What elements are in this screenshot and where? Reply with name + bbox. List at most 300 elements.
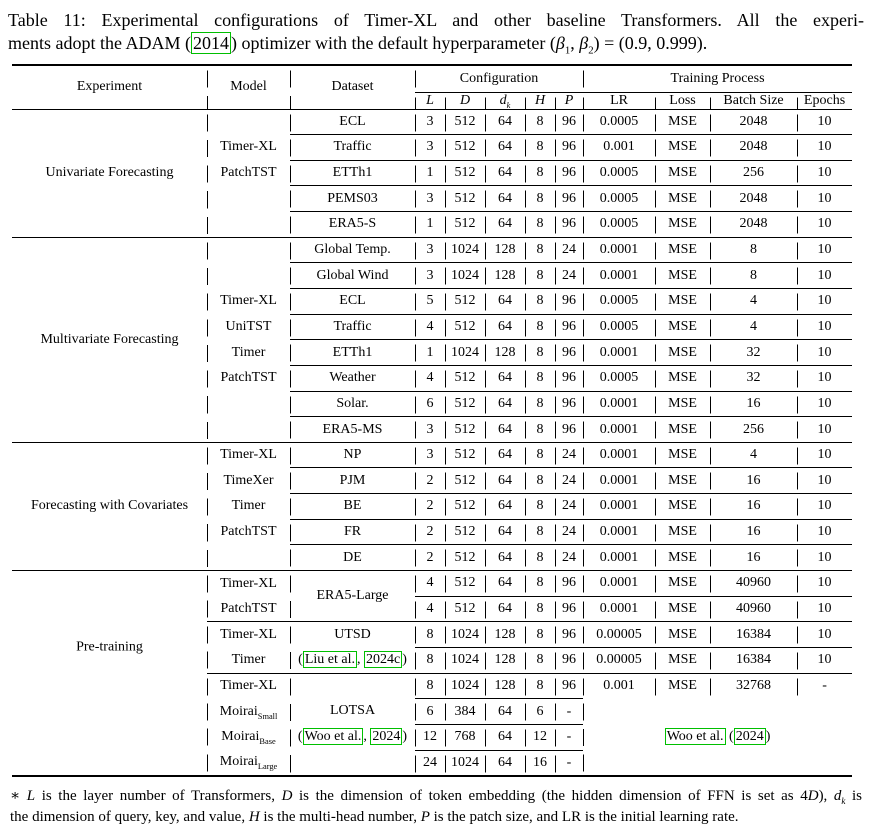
cell-p: 96 — [555, 622, 583, 648]
cell-dataset: PJM — [290, 468, 415, 494]
cell-dk: 64 — [485, 186, 525, 212]
cell-dk: 64 — [485, 596, 525, 622]
cell-epochs: 10 — [797, 545, 852, 571]
cell-d: 512 — [445, 109, 485, 135]
cell-lr: 0.0001 — [583, 340, 655, 366]
text-segment: P — [564, 92, 574, 108]
training-citation — [583, 724, 852, 750]
cell-dk: 128 — [485, 263, 525, 289]
cell-lr: 0.0001 — [583, 571, 655, 597]
cell-dk: 64 — [485, 391, 525, 417]
cell-batch: 8 — [710, 237, 797, 263]
model-name: PatchTST — [220, 165, 277, 181]
cell-batch: 32 — [710, 365, 797, 391]
cell-model: Timer-XL — [207, 622, 290, 648]
cell-d: 1024 — [445, 750, 485, 776]
cell-batch: 2048 — [710, 186, 797, 212]
cell-p: 96 — [555, 186, 583, 212]
cell-d: 512 — [445, 288, 485, 314]
text-segment: ) — [402, 652, 407, 668]
col-header-h — [525, 92, 555, 109]
cell-dk: 128 — [485, 340, 525, 366]
cell-l: 4 — [415, 314, 445, 340]
cell-loss: MSE — [655, 314, 710, 340]
col-header-p — [555, 92, 583, 109]
footnote-line-1 — [10, 786, 862, 807]
cell-d: 512 — [445, 596, 485, 622]
cell-epochs: 10 — [797, 622, 852, 648]
cell-epochs: 10 — [797, 237, 852, 263]
citation-link[interactable]: 2024 — [735, 728, 764, 744]
text-segment: ) — [765, 728, 771, 744]
cell-loss: MSE — [655, 288, 710, 314]
cell-batch: 4 — [710, 314, 797, 340]
cell-dataset-group — [290, 622, 415, 673]
cell-d: 1024 — [445, 622, 485, 648]
text-segment: L — [426, 92, 434, 108]
cell-p: 96 — [555, 314, 583, 340]
cell-loss: MSE — [655, 340, 710, 366]
text-segment: is — [845, 787, 862, 804]
cell-lr: 0.0005 — [583, 212, 655, 238]
cell-dk: 64 — [485, 442, 525, 468]
cell-lr: 0.0001 — [583, 545, 655, 571]
cell-h: 8 — [525, 494, 555, 520]
cell-dataset: ECL — [290, 288, 415, 314]
text-segment: is the dimension of token embedding (the hidden dimension of FFN is set as 4 — [292, 787, 808, 804]
cell-lr: 0.00005 — [583, 647, 655, 673]
caption-line-1: Table 11: Experimental configurations of Timer-XL and other baseline Transformers. All the experi- — [8, 10, 864, 30]
table-caption — [8, 9, 864, 57]
cell-p: 96 — [555, 647, 583, 673]
col-header-loss: Loss — [655, 92, 710, 109]
cell-experiment: Forecasting with Covariates — [12, 442, 207, 570]
cell-p: 24 — [555, 468, 583, 494]
cell-lr: 0.0005 — [583, 109, 655, 135]
model-name: Timer-XL — [220, 447, 277, 463]
cell-p: 96 — [555, 288, 583, 314]
citation-link[interactable]: 2024c — [365, 652, 401, 668]
text-segment: ) optimizer with the default hyperparameter ( — [230, 32, 556, 53]
cell-lr: 0.0001 — [583, 442, 655, 468]
citation-link[interactable]: 2024 — [372, 729, 401, 745]
cell-epochs: 10 — [797, 571, 852, 597]
cell-p: - — [555, 699, 583, 725]
cell-lr: 0.0005 — [583, 186, 655, 212]
cell-loss: MSE — [655, 519, 710, 545]
cell-l: 5 — [415, 288, 445, 314]
cell-p: 96 — [555, 160, 583, 186]
subscript: 1 — [564, 44, 571, 57]
cell-d: 384 — [445, 699, 485, 725]
cell-loss: MSE — [655, 571, 710, 597]
cell-loss: MSE — [655, 365, 710, 391]
cell-dataset: ECL — [290, 109, 415, 135]
cell-model-group — [207, 109, 290, 237]
cell-h: 8 — [525, 519, 555, 545]
cell-loss: MSE — [655, 417, 710, 443]
cell-d: 512 — [445, 160, 485, 186]
cell-loss: MSE — [655, 647, 710, 673]
cell-l: 3 — [415, 186, 445, 212]
col-header-experiment: Experiment — [76, 79, 143, 95]
text-segment: β — [579, 32, 589, 53]
cell-loss: MSE — [655, 109, 710, 135]
cell-dk: 64 — [485, 314, 525, 340]
cell-h: 8 — [525, 622, 555, 648]
cell-p: 96 — [555, 109, 583, 135]
cell-d: 512 — [445, 545, 485, 571]
cell-l: 4 — [415, 596, 445, 622]
cell-dk: 64 — [485, 288, 525, 314]
cell-lr: 0.0001 — [583, 468, 655, 494]
footnote-line-2 — [10, 807, 862, 828]
subscript: 2 — [588, 44, 594, 57]
cell-d: 512 — [445, 494, 485, 520]
cell-h: 8 — [525, 109, 555, 135]
cell-epochs: 10 — [797, 109, 852, 135]
col-header-l — [415, 92, 445, 109]
cell-dk: 64 — [485, 494, 525, 520]
cell-p: 24 — [555, 545, 583, 571]
cell-d: 512 — [445, 442, 485, 468]
cell-p: 24 — [555, 494, 583, 520]
cell-d: 512 — [445, 519, 485, 545]
cell-d: 512 — [445, 365, 485, 391]
cell-d: 1024 — [445, 673, 485, 699]
cell-l: 3 — [415, 135, 445, 161]
cell-l: 2 — [415, 519, 445, 545]
citation-link[interactable]: Woo et al. — [666, 728, 724, 744]
table-row — [12, 571, 852, 597]
cell-d: 512 — [445, 212, 485, 238]
cell-h: 8 — [525, 673, 555, 699]
cell-epochs: 10 — [797, 468, 852, 494]
cell-lr: 0.001 — [583, 135, 655, 161]
text-segment: d — [833, 787, 842, 804]
model-name: PatchTST — [220, 370, 277, 386]
cell-model — [207, 750, 290, 776]
cell-batch: 32768 — [710, 673, 797, 699]
cell-dataset: ETTh1 — [290, 340, 415, 366]
cell-epochs: 10 — [797, 135, 852, 161]
cell-dk: 128 — [485, 673, 525, 699]
cell-lr: 0.0001 — [583, 417, 655, 443]
cell-d: 512 — [445, 468, 485, 494]
cell-loss: MSE — [655, 135, 710, 161]
cell-dk: 64 — [485, 135, 525, 161]
cell-lr: 0.0001 — [583, 263, 655, 289]
cell-epochs: - — [797, 673, 852, 699]
text-segment: D — [459, 92, 471, 108]
header-row-1 — [12, 65, 852, 92]
cell-dataset: Weather — [290, 365, 415, 391]
col-header-dataset: Dataset — [290, 65, 415, 109]
text-segment: D — [281, 787, 293, 804]
dataset-citation — [290, 724, 415, 750]
cell-lr: 0.0001 — [583, 596, 655, 622]
table-footnote — [10, 786, 862, 828]
cell-h: 8 — [525, 340, 555, 366]
cell-dataset: ERA5-S — [290, 212, 415, 238]
cell-l: 6 — [415, 699, 445, 725]
cell-epochs: 10 — [797, 391, 852, 417]
cell-l: 12 — [415, 724, 445, 750]
cell-l: 2 — [415, 494, 445, 520]
cell-d: 1024 — [445, 340, 485, 366]
cell-lr: 0.00005 — [583, 622, 655, 648]
cell-h: 8 — [525, 391, 555, 417]
cell-dataset: Solar. — [290, 391, 415, 417]
cell-epochs: 10 — [797, 647, 852, 673]
cell-dataset: NP — [290, 442, 415, 468]
cell-loss: MSE — [655, 237, 710, 263]
cell-epochs: 10 — [797, 212, 852, 238]
cell-lr: 0.001 — [583, 673, 655, 699]
cell-model: PatchTST — [207, 596, 290, 622]
cell-h: 8 — [525, 212, 555, 238]
cell-training-citation — [583, 699, 852, 776]
cell-model-group — [207, 442, 290, 570]
cell-dk: 64 — [485, 212, 525, 238]
cell-dataset: PEMS03 — [290, 186, 415, 212]
cell-batch: 16384 — [710, 647, 797, 673]
cell-epochs: 10 — [797, 186, 852, 212]
citation-link[interactable]: Woo et al. — [304, 729, 362, 745]
cell-d: 512 — [445, 135, 485, 161]
cell-batch: 2048 — [710, 135, 797, 161]
model-name: Timer — [231, 344, 266, 360]
cell-l: 8 — [415, 622, 445, 648]
text-segment: D — [807, 787, 819, 804]
cell-dataset: ETTh1 — [290, 160, 415, 186]
cell-dataset: Traffic — [290, 314, 415, 340]
cell-dk: 128 — [485, 237, 525, 263]
cell-epochs: 10 — [797, 288, 852, 314]
cell-epochs: 10 — [797, 314, 852, 340]
subscript: Base — [259, 736, 276, 746]
cell-dk: 64 — [485, 571, 525, 597]
cell-l: 3 — [415, 417, 445, 443]
cell-dataset: FR — [290, 519, 415, 545]
cell-dk: 64 — [485, 468, 525, 494]
text-segment: , — [570, 32, 580, 53]
cell-h: 8 — [525, 545, 555, 571]
subscript: k — [841, 795, 846, 806]
cell-h: 8 — [525, 468, 555, 494]
cell-p: 96 — [555, 391, 583, 417]
cell-h: 8 — [525, 596, 555, 622]
experiment-label: Pre-training — [76, 639, 143, 655]
cell-loss: MSE — [655, 494, 710, 520]
cell-lr: 0.0005 — [583, 160, 655, 186]
text-segment: Moirai — [221, 729, 260, 745]
cell-dataset: Global Wind — [290, 263, 415, 289]
cell-h: 8 — [525, 647, 555, 673]
col-header-batch-size: Batch Size — [710, 92, 797, 109]
citation-link[interactable]: 2014 — [192, 32, 229, 53]
cell-p: 24 — [555, 263, 583, 289]
cell-l: 2 — [415, 468, 445, 494]
model-name: PatchTST — [220, 524, 277, 540]
cell-model-group — [207, 237, 290, 442]
cell-dk: 64 — [485, 750, 525, 776]
cell-h: 8 — [525, 365, 555, 391]
cell-epochs: 10 — [797, 417, 852, 443]
cell-lr: 0.0005 — [583, 365, 655, 391]
subscript: Small — [257, 711, 278, 721]
cell-l: 24 — [415, 750, 445, 776]
subscript: Large — [257, 762, 278, 772]
cell-h: 16 — [525, 750, 555, 776]
text-segment: ) = (0.9, 0.999). — [593, 32, 708, 53]
text-segment: L — [26, 787, 36, 804]
cell-batch: 40960 — [710, 596, 797, 622]
model-name: Timer-XL — [220, 293, 277, 309]
cell-p: 96 — [555, 673, 583, 699]
cell-loss: MSE — [655, 160, 710, 186]
dataset-name: LOTSA — [329, 703, 376, 719]
cell-d: 512 — [445, 571, 485, 597]
cell-dataset: ERA5-MS — [290, 417, 415, 443]
cell-d: 512 — [445, 391, 485, 417]
cell-experiment — [12, 571, 207, 776]
cell-l: 8 — [415, 673, 445, 699]
text-segment: d — [499, 92, 507, 108]
model-name: UniTST — [225, 319, 272, 335]
col-header-epochs: Epochs — [797, 92, 852, 109]
text-segment: ) — [402, 729, 408, 745]
col-header-configuration: Configuration — [415, 65, 583, 92]
text-segment: H — [534, 92, 546, 108]
cell-l: 1 — [415, 212, 445, 238]
text-segment: ∗ — [10, 787, 27, 804]
cell-loss: MSE — [655, 186, 710, 212]
cell-model — [207, 724, 290, 750]
citation-link[interactable]: Liu et al. — [304, 652, 355, 668]
text-segment: , — [363, 729, 371, 745]
cell-model: Timer-XL — [207, 673, 290, 699]
model-name: TimeXer — [223, 472, 274, 488]
cell-d: 1024 — [445, 263, 485, 289]
cell-d: 512 — [445, 314, 485, 340]
cell-p: 24 — [555, 442, 583, 468]
cell-loss: MSE — [655, 596, 710, 622]
cell-d: 768 — [445, 724, 485, 750]
cell-batch: 4 — [710, 442, 797, 468]
text-segment: ( — [298, 652, 303, 668]
col-header-training-process: Training Process — [583, 65, 852, 92]
cell-dk: 64 — [485, 724, 525, 750]
cell-loss: MSE — [655, 442, 710, 468]
cell-l: 2 — [415, 545, 445, 571]
cell-l: 3 — [415, 109, 445, 135]
cell-dk: 64 — [485, 699, 525, 725]
text-segment: β — [555, 32, 565, 53]
cell-dk: 64 — [485, 160, 525, 186]
cell-epochs: 10 — [797, 494, 852, 520]
table-row — [12, 442, 852, 468]
cell-loss: MSE — [655, 468, 710, 494]
cell-epochs: 10 — [797, 596, 852, 622]
cell-h: 6 — [525, 699, 555, 725]
cell-h: 8 — [525, 237, 555, 263]
cell-dataset-group — [290, 571, 415, 622]
cell-l: 6 — [415, 391, 445, 417]
cell-experiment: Univariate Forecasting — [12, 109, 207, 237]
text-segment: is the layer number of Transformers, — [35, 787, 282, 804]
cell-h: 8 — [525, 288, 555, 314]
cell-p: 96 — [555, 417, 583, 443]
cell-d: 512 — [445, 417, 485, 443]
cell-epochs: 10 — [797, 442, 852, 468]
cell-batch: 40960 — [710, 571, 797, 597]
cell-dataset: Traffic — [290, 135, 415, 161]
text-segment: , — [356, 652, 364, 668]
cell-model — [207, 699, 290, 725]
cell-batch: 16 — [710, 468, 797, 494]
text-segment: Moirai — [219, 703, 258, 719]
cell-dk: 128 — [485, 647, 525, 673]
cell-loss: MSE — [655, 391, 710, 417]
cell-model: Timer — [207, 647, 290, 673]
config-table — [12, 64, 852, 777]
cell-h: 12 — [525, 724, 555, 750]
text-segment: Moirai — [219, 754, 258, 770]
cell-h: 8 — [525, 135, 555, 161]
cell-p: - — [555, 724, 583, 750]
cell-batch: 16 — [710, 519, 797, 545]
text-segment: is the multi-head number, — [259, 808, 421, 825]
caption-line-2 — [8, 32, 864, 55]
cell-d: 1024 — [445, 237, 485, 263]
cell-batch: 32 — [710, 340, 797, 366]
cell-batch: 256 — [710, 417, 797, 443]
text-segment: ( — [725, 728, 734, 744]
cell-l: 1 — [415, 160, 445, 186]
cell-l: 3 — [415, 442, 445, 468]
subscript: k — [506, 100, 511, 110]
col-header-lr: LR — [583, 92, 655, 109]
cell-h: 8 — [525, 417, 555, 443]
cell-p: 96 — [555, 596, 583, 622]
cell-lr: 0.0001 — [583, 391, 655, 417]
dataset-citation — [290, 647, 415, 673]
cell-lr: 0.0005 — [583, 288, 655, 314]
cell-dataset: BE — [290, 494, 415, 520]
cell-d: 512 — [445, 186, 485, 212]
model-name: Timer-XL — [220, 139, 277, 155]
cell-l: 8 — [415, 647, 445, 673]
cell-lr: 0.0005 — [583, 314, 655, 340]
cell-p: 96 — [555, 212, 583, 238]
cell-p: - — [555, 750, 583, 776]
cell-epochs: 10 — [797, 340, 852, 366]
cell-p: 24 — [555, 237, 583, 263]
cell-l: 3 — [415, 237, 445, 263]
cell-lr: 0.0001 — [583, 237, 655, 263]
cell-h: 8 — [525, 442, 555, 468]
cell-dk: 64 — [485, 109, 525, 135]
cell-loss: MSE — [655, 545, 710, 571]
cell-dataset: Global Temp. — [290, 237, 415, 263]
table-row — [12, 109, 852, 135]
cell-l: 4 — [415, 571, 445, 597]
cell-batch: 16384 — [710, 622, 797, 648]
text-segment: ), — [818, 787, 834, 804]
cell-loss: MSE — [655, 673, 710, 699]
text-segment: H — [248, 808, 260, 825]
